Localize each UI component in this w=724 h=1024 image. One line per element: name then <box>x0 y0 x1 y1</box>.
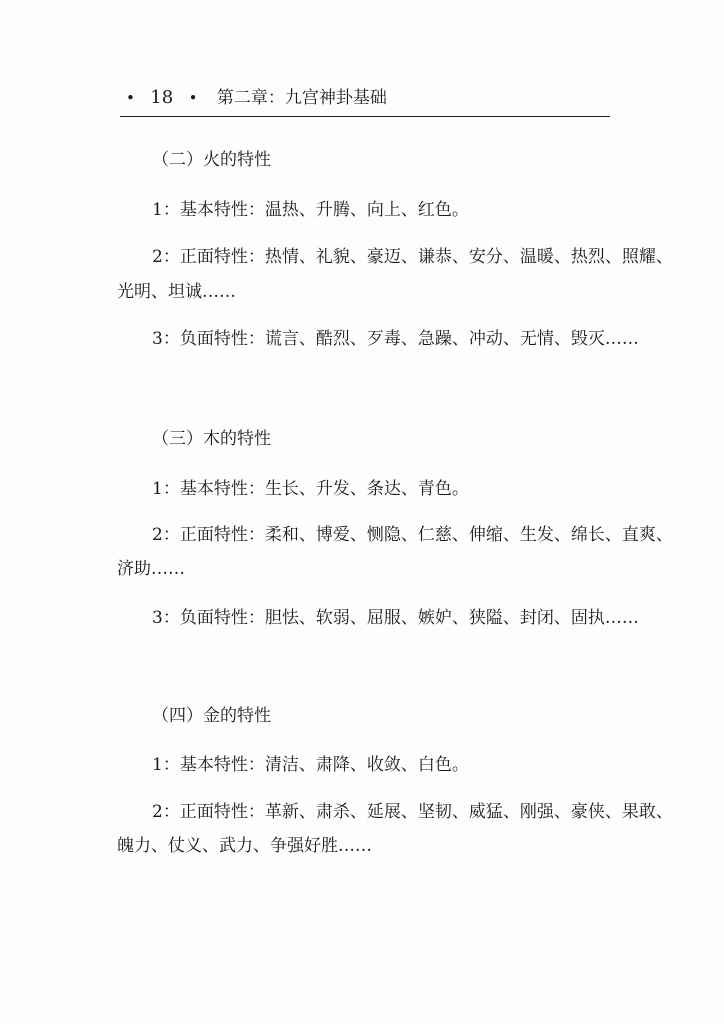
fire-positive-traits-line-1: 2：正面特性：热情、礼貌、豪迈、谦恭、安分、温暖、热烈、照耀、 <box>152 247 673 267</box>
wood-positive-traits-line-1: 2：正面特性：柔和、博爱、恻隐、仁慈、伸缩、生发、绵长、直爽、 <box>152 525 673 545</box>
metal-positive-traits-line-1: 2：正面特性：革新、肃杀、延展、坚韧、威猛、刚强、豪侠、果敢、 <box>152 802 673 822</box>
section-heading-fire: （二）火的特性 <box>152 150 271 170</box>
wood-negative-traits: 3：负面特性：胆怯、软弱、屈服、嫉妒、狭隘、封闭、固执…… <box>152 608 639 628</box>
fire-negative-traits: 3：负面特性：谎言、酷烈、歹毒、急躁、冲动、无情、毁灭…… <box>152 329 639 349</box>
fire-basic-traits: 1：基本特性：温热、升腾、向上、红色。 <box>152 200 469 220</box>
running-header <box>126 86 387 110</box>
metal-positive-traits-line-2: 魄力、仗义、武力、争强好胜…… <box>117 836 372 856</box>
header-bullet-right: • <box>188 89 198 107</box>
fire-positive-traits-line-2: 光明、坦诚…… <box>117 282 236 302</box>
metal-basic-traits: 1：基本特性：清洁、肃降、收敛、白色。 <box>152 755 469 775</box>
header-bullet-left: • <box>126 89 135 107</box>
wood-basic-traits: 1：基本特性：生长、升发、条达、青色。 <box>152 479 469 499</box>
wood-positive-traits-line-2: 济助…… <box>117 559 185 579</box>
section-heading-wood: （三）木的特性 <box>152 429 271 449</box>
section-heading-metal: （四）金的特性 <box>152 706 271 726</box>
chapter-title: 第二章：九宫神卦基础 <box>216 88 387 108</box>
header-rule <box>120 116 610 117</box>
page-number: 18 <box>150 87 174 108</box>
